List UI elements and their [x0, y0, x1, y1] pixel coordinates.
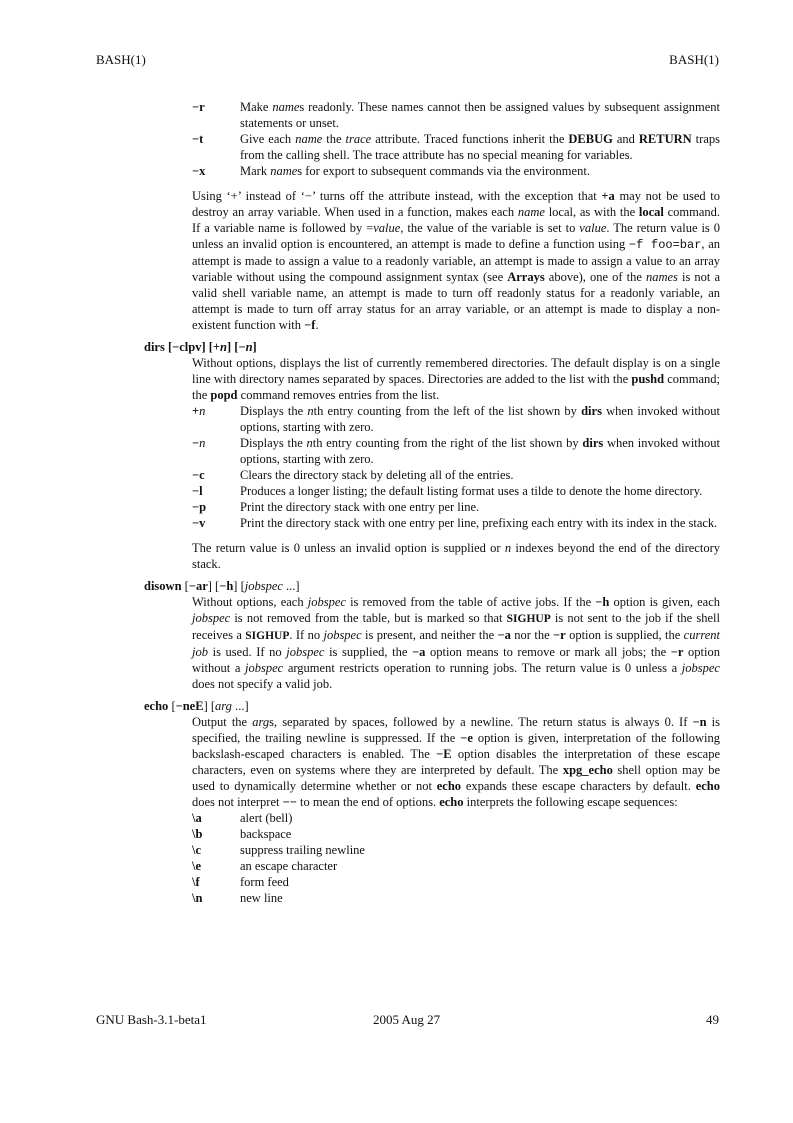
option-entry: [144, 858, 720, 874]
text-run: backspace: [240, 827, 292, 841]
text-run: −f: [304, 318, 316, 332]
text-run: ...]: [282, 579, 300, 593]
text-run: trace: [345, 132, 372, 146]
page-footer-left: GNU Bash-3.1-beta1: [96, 1012, 207, 1027]
text-run: is used. If no: [207, 645, 287, 659]
option-description: [240, 842, 720, 858]
text-run: ]: [252, 340, 257, 354]
option-description: [240, 499, 720, 515]
text-run: −n: [692, 715, 707, 729]
text-run: s for export to subsequent commands via the environment.: [297, 164, 590, 178]
option-entry: [144, 467, 720, 483]
text-run: . If no: [289, 628, 324, 642]
option-entry: [144, 810, 720, 826]
option-description: [240, 163, 720, 179]
text-run: local, as with the: [544, 205, 639, 219]
text-run: n: [504, 541, 512, 555]
text-run: popd: [210, 388, 238, 402]
text-run: −x: [192, 164, 206, 178]
text-run: −l: [192, 484, 203, 498]
text-run: name: [517, 205, 545, 219]
text-run: when invoked without options, starting with zero.: [240, 404, 721, 434]
text-run: +: [192, 404, 200, 418]
text-run: , the value of the variable is set to: [400, 221, 580, 235]
text-run: argument restricts operation to running jobs. The return value is 0 unless a: [283, 661, 682, 675]
text-run: does not specify a valid job.: [192, 677, 333, 691]
option-entry: [144, 842, 720, 858]
text-run: new line: [240, 891, 283, 905]
text-run: option means to remove or mark all jobs; the: [425, 645, 671, 659]
text-run: nor the: [510, 628, 554, 642]
text-run: ] [−: [227, 340, 246, 354]
text-run: −r: [553, 628, 566, 642]
text-run: . The return value is 0 unless an invalid option is encountered, an attempt is made to define a function using: [192, 221, 721, 251]
text-run: ] [: [233, 579, 245, 593]
option-flag: [192, 826, 240, 842]
text-run: The return value is 0 unless an invalid option is supplied or: [192, 541, 505, 555]
text-run: name: [272, 100, 300, 114]
option-flag: [192, 858, 240, 874]
text-run: indexes beyond the end of the directory stack.: [192, 541, 720, 571]
option-description: [240, 874, 720, 890]
text-run: dirs [−clpv] [+: [144, 340, 221, 354]
text-run: jobspec: [286, 645, 325, 659]
text-run: th entry counting from the left of the list shown by: [313, 404, 582, 418]
option-description: [240, 483, 720, 499]
text-run: jobspec: [323, 628, 362, 642]
text-run: \n: [192, 891, 203, 905]
text-run: Output the: [192, 715, 253, 729]
text-run: −c: [192, 468, 205, 482]
text-run: and: [612, 132, 639, 146]
text-run: ] [: [203, 699, 216, 713]
option-description: [240, 403, 720, 435]
text-run: −p: [192, 500, 207, 514]
text-run: jobspec: [307, 595, 346, 609]
text-run: n: [199, 436, 206, 450]
text-run: jobspec: [192, 611, 231, 625]
option-entry: [144, 890, 720, 906]
text-run: Produces a longer listing; the default listing format uses a tilde to denote the home directory.: [240, 484, 703, 498]
text-run: arg: [215, 699, 232, 713]
text-run: −h: [219, 579, 234, 593]
option-entry: [144, 435, 720, 467]
text-run: to mean the end of options.: [296, 795, 440, 809]
text-run: −f foo=bar: [628, 238, 702, 252]
text-run: Without options, each: [192, 595, 308, 609]
text-run: [: [168, 699, 176, 713]
option-flag: [192, 131, 240, 163]
text-run: is not sent to the job if the shell receives a: [192, 611, 720, 642]
text-run: names: [645, 270, 678, 284]
text-run: \c: [192, 843, 202, 857]
text-run: command removes entries from the list.: [237, 388, 440, 402]
option-flag: [192, 483, 240, 499]
text-run: echo: [144, 699, 169, 713]
text-run: RETURN: [638, 132, 692, 146]
text-run: current job: [192, 628, 720, 659]
text-run: command. If a variable name is followed by =: [192, 205, 721, 235]
text-run: value: [373, 221, 401, 235]
text-run: \e: [192, 859, 202, 873]
text-run: s readonly. These names cannot then be assigned values by subsequent assignment statements or unset.: [240, 100, 720, 130]
option-description: [240, 435, 720, 467]
option-flag: [192, 435, 240, 467]
page-header-right: BASH(1): [669, 52, 719, 67]
option-entry: [144, 99, 720, 131]
option-description: [240, 99, 720, 131]
page-header-left: BASH(1): [96, 52, 146, 67]
text-run: n: [199, 404, 206, 418]
text-run: Using ‘+’ instead of ‘−’ turns off the attribute instead, with the exception that: [192, 189, 602, 203]
text-run: arg: [252, 715, 270, 729]
text-run: Print the directory stack with one entry per line, prefixing each entry with its index in the stack.: [240, 516, 718, 530]
text-run: may not be used to destroy an array variable. When used in a function, makes each: [192, 189, 720, 219]
description-paragraph: [144, 714, 720, 810]
text-run: Displays the: [240, 436, 307, 450]
text-run: \f: [192, 875, 200, 889]
text-run: option is supplied, the: [565, 628, 684, 642]
option-entry: [144, 515, 720, 531]
text-run: −a: [412, 645, 426, 659]
text-run: Clears the directory stack by deleting all of the entries.: [240, 468, 514, 482]
text-run: −E: [436, 747, 452, 761]
text-run: n: [245, 340, 253, 354]
text-run: ] [: [207, 579, 220, 593]
option-flag: [192, 403, 240, 435]
text-run: interprets the following escape sequences:: [463, 795, 678, 809]
text-run: option without a: [192, 645, 720, 675]
text-run: is supplied, the: [324, 645, 412, 659]
text-run: traps from the calling shell. The trace attribute has no special meaning for variables.: [240, 132, 720, 162]
text-run: is present, and neither the: [361, 628, 498, 642]
option-description: [240, 515, 720, 531]
text-run: +a: [601, 189, 615, 203]
option-entry: [144, 131, 720, 163]
text-run: expands these escape characters by default.: [461, 779, 696, 793]
text-run: xpg_echo: [562, 763, 613, 777]
description-paragraph: [144, 594, 720, 692]
text-run: n: [220, 340, 227, 354]
option-entry: [144, 874, 720, 890]
text-run: ...]: [231, 699, 249, 713]
text-run: option disables the interpretation of these escape characters, even on systems where they are interpreted by default. The: [192, 747, 720, 777]
option-description: [240, 810, 720, 826]
text-run: jobspec: [245, 661, 284, 675]
option-entry: [144, 483, 720, 499]
option-flag: [192, 842, 240, 858]
option-entry: [144, 163, 720, 179]
text-run: disown: [144, 579, 182, 593]
manpage-body: [144, 99, 720, 906]
text-run: jobspec: [681, 661, 720, 675]
text-run: dirs: [581, 404, 602, 418]
option-entry: [144, 403, 720, 435]
option-flag: [192, 99, 240, 131]
text-run: command; the: [192, 372, 720, 402]
text-run: echo: [695, 779, 721, 793]
text-run: Print the directory stack with one entry per line.: [240, 500, 480, 514]
option-flag: [192, 515, 240, 531]
text-run: , an attempt is made to assign a value to a readonly variable, an attempt is made to assign a value to an array variable without using the compound assignment syntax (see: [192, 237, 720, 284]
text-run: an escape character: [240, 859, 338, 873]
text-run: −t: [192, 132, 204, 146]
text-run: dirs: [582, 436, 604, 450]
text-run: \b: [192, 827, 203, 841]
text-run: Without options, displays the list of currently remembered directories. The default display is on a single line with directory names separated by spaces. Directories are added to the list with the: [192, 356, 720, 386]
text-run: SIGHUP: [506, 613, 551, 625]
text-run: −neE: [175, 699, 204, 713]
option-description: [240, 826, 720, 842]
text-run: Arrays: [507, 270, 545, 284]
text-run: −−: [282, 795, 297, 809]
text-run: −r: [670, 645, 684, 659]
text-run: shell option may be used to dynamically determine whether or not: [192, 763, 720, 793]
text-run: does not interpret: [192, 795, 283, 809]
option-description: [240, 890, 720, 906]
text-run: \a: [192, 811, 202, 825]
description-paragraph: [144, 188, 720, 333]
text-run: th entry counting from the right of the list shown by: [312, 436, 583, 450]
text-run: −h: [595, 595, 610, 609]
text-run: form feed: [240, 875, 289, 889]
text-run: −e: [460, 731, 473, 745]
text-run: echo: [439, 795, 464, 809]
text-run: value: [579, 221, 607, 235]
text-run: is not removed from the table, but is marked so that: [230, 611, 507, 625]
option-flag: [192, 810, 240, 826]
text-run: when invoked without options, starting with zero.: [240, 436, 721, 466]
text-run: DEBUG: [568, 132, 613, 146]
option-description: [240, 858, 720, 874]
text-run: SIGHUP: [245, 630, 290, 642]
text-run: echo: [436, 779, 462, 793]
option-description: [240, 467, 720, 483]
page-footer-date: 2005 Aug 27: [373, 1012, 441, 1027]
text-run: n: [307, 404, 314, 418]
text-run: name: [295, 132, 323, 146]
option-entry: [144, 826, 720, 842]
text-run: n: [306, 436, 313, 450]
command-synopsis: [144, 698, 720, 714]
text-run: .: [315, 318, 319, 332]
text-run: Mark: [240, 164, 271, 178]
command-synopsis: [144, 339, 720, 355]
description-paragraph: [144, 355, 720, 403]
page-number: 49: [706, 1012, 719, 1027]
text-run: option is given, interpretation of the following backslash-escaped characters is enabled. The: [192, 731, 720, 761]
text-run: attribute. Traced functions inherit the: [371, 132, 569, 146]
text-run: jobspec: [244, 579, 283, 593]
text-run: −a: [497, 628, 511, 642]
text-run: −r: [192, 100, 205, 114]
text-run: [: [181, 579, 189, 593]
text-run: −: [192, 436, 200, 450]
description-paragraph: [144, 540, 720, 572]
text-run: Make: [240, 100, 273, 114]
text-run: local: [638, 205, 664, 219]
text-run: is specified, the trailing newline is suppressed. If the: [192, 715, 720, 745]
text-run: s, separated by spaces, followed by a newline. The return status is always 0. If: [269, 715, 693, 729]
text-run: name: [270, 164, 298, 178]
command-synopsis: [144, 578, 720, 594]
text-run: option is given, each: [609, 595, 720, 609]
text-run: is not a valid shell variable name, an attempt is made to turn off readonly status for a readonly variable, an attempt is made to turn off array status for an array variable, or an attempt is made to display a non-existent function with: [192, 270, 720, 332]
text-run: is removed from the table of active jobs. If the: [345, 595, 596, 609]
option-entry: [144, 499, 720, 515]
option-flag: [192, 163, 240, 179]
text-run: the: [322, 132, 346, 146]
text-run: above), one of the: [544, 270, 646, 284]
text-run: −v: [192, 516, 206, 530]
text-run: Displays the: [240, 404, 308, 418]
text-run: −ar: [188, 579, 208, 593]
text-run: alert (bell): [240, 811, 293, 825]
option-description: [240, 131, 720, 163]
text-run: suppress trailing newline: [240, 843, 365, 857]
option-flag: [192, 874, 240, 890]
option-flag: [192, 890, 240, 906]
text-run: Give each: [240, 132, 296, 146]
text-run: pushd: [631, 372, 665, 386]
option-flag: [192, 467, 240, 483]
option-flag: [192, 499, 240, 515]
